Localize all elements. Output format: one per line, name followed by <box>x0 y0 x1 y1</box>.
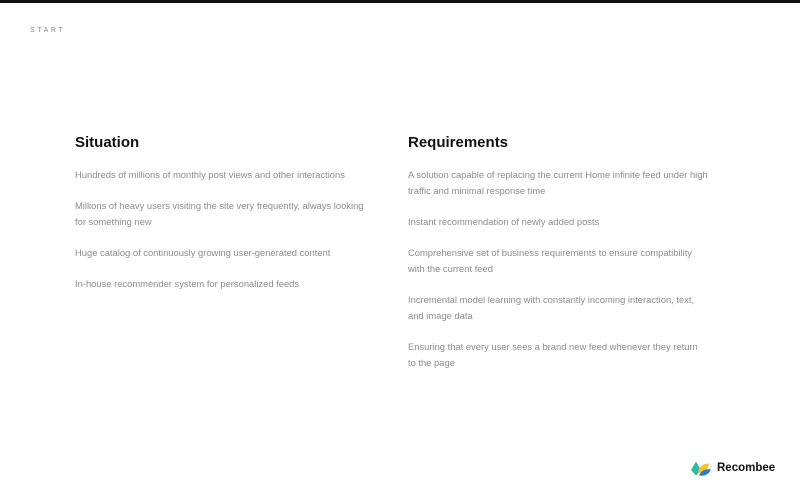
situation-item: Millions of heavy users visiting the site very frequently, always looking for something new <box>75 200 364 227</box>
requirements-item: Incremental model learning with constantly incoming interaction, text, and image data <box>408 294 695 321</box>
situation-item: Huge catalog of continuously growing user-generated content <box>75 247 331 258</box>
requirements-item: A solution capable of replacing the current Home infinite feed under high traffic and minimal response time <box>408 169 708 196</box>
requirements-list <box>408 167 708 371</box>
brand-logo <box>690 459 775 477</box>
situation-column <box>75 134 375 307</box>
recombee-logo-icon <box>690 459 712 477</box>
requirements-item: Instant recommendation of newly added posts <box>408 216 600 227</box>
section-label: START <box>30 27 66 34</box>
top-border <box>0 0 800 3</box>
brand-name: Recombee <box>717 462 776 474</box>
requirements-title: Requirements <box>408 134 509 151</box>
situation-title: Situation <box>75 134 140 151</box>
situation-item: In-house recommender system for personalized feeds <box>75 278 300 289</box>
requirements-item: Ensuring that every user sees a brand new feed whenever they return to the page <box>408 341 698 368</box>
situation-item: Hundreds of millions of monthly post views and other interactions <box>75 169 345 180</box>
requirements-item: Comprehensive set of business requirements to ensure compatibility with the current feed <box>408 247 692 274</box>
situation-list <box>75 167 375 292</box>
requirements-column <box>408 134 708 386</box>
